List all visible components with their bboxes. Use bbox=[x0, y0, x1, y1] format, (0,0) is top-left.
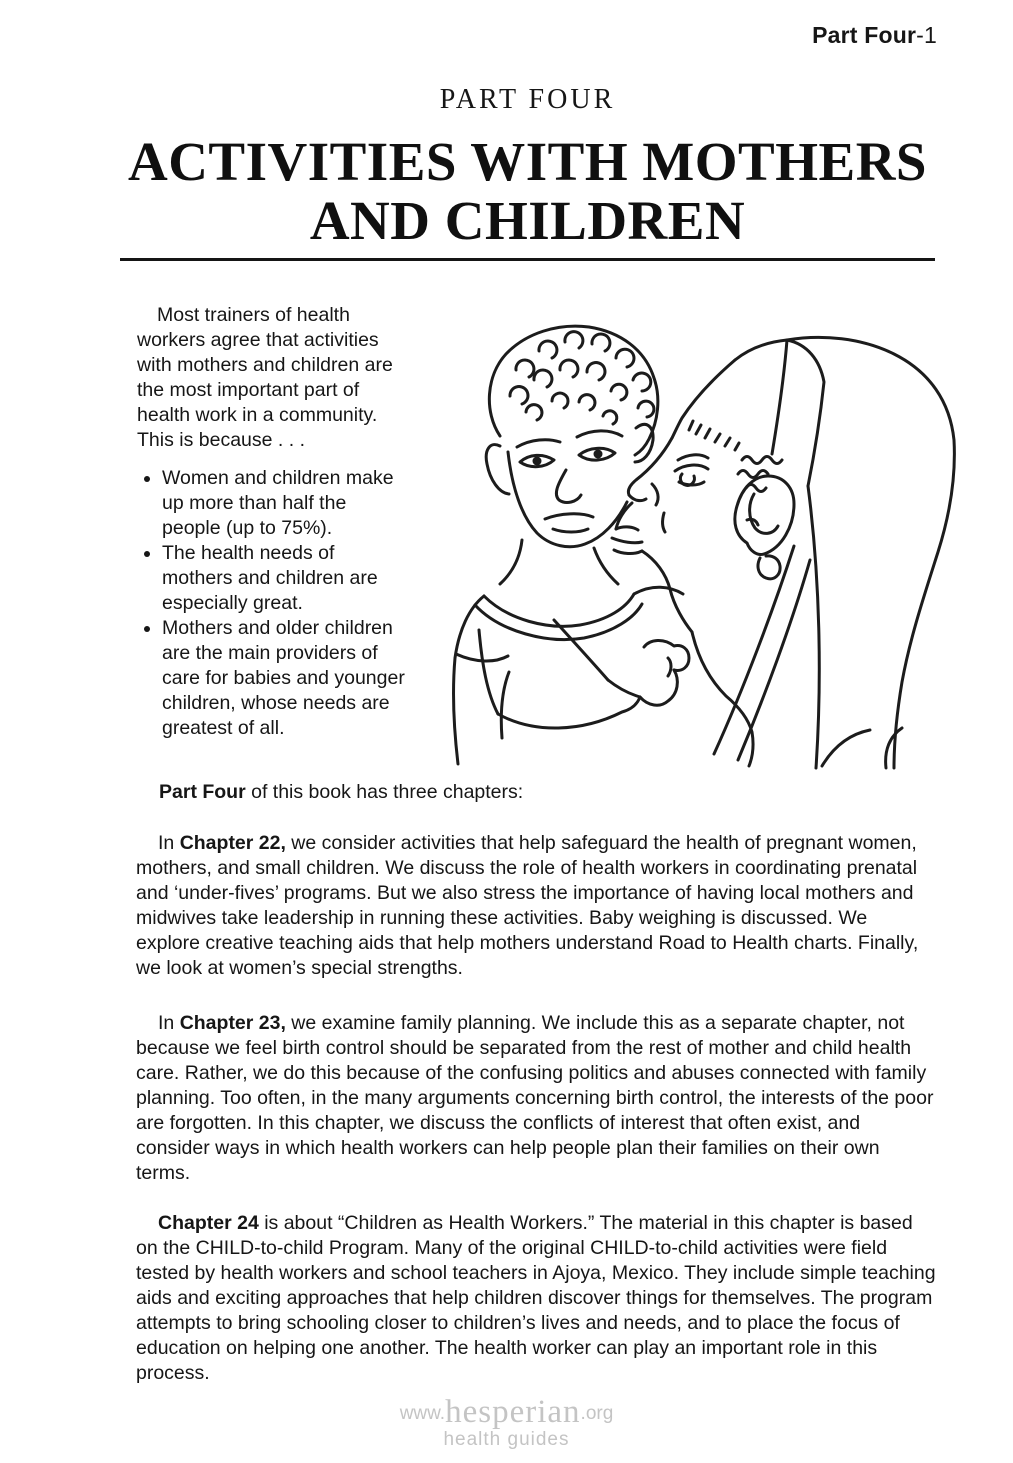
chapter-23-paragraph bbox=[136, 1011, 936, 1186]
list-item: • The health needs of mothers and children are especially great. bbox=[162, 541, 409, 616]
chapter-23-pre: In bbox=[158, 1012, 180, 1034]
page-header-number: -1 bbox=[916, 22, 937, 48]
chapter-23-text: we examine family planning. We include this as a separate chapter, not because we feel birth control should be separated from the rest of mother and child health care. Rather, we do this because of the confusing politics and abuses connected with family planning. Too often, in the many arguments concerning birth control, the interests of the poor are forgotten. In this chapter, we discuss the conflicts of interest that often exist, and consider ways in which health workers can help people plan their families on their own terms. bbox=[136, 1012, 934, 1184]
page-title bbox=[60, 132, 995, 250]
chapter-24-paragraph bbox=[136, 1211, 936, 1386]
chapter-22-pre: In bbox=[158, 832, 180, 854]
list-item: • Women and children make up more than half the people (up to 75%). bbox=[162, 466, 409, 541]
watermark-brand: hesperian bbox=[445, 1394, 581, 1430]
watermark-url bbox=[0, 1396, 1013, 1429]
hesperian-watermark bbox=[0, 1396, 1013, 1449]
watermark-www: www. bbox=[399, 1403, 446, 1424]
intro-column bbox=[137, 303, 409, 741]
chapter-22-bold: Chapter 22, bbox=[179, 832, 286, 854]
chapter-23-bold: Chapter 23, bbox=[179, 1012, 286, 1034]
chapter-24-text: is about “Children as Health Workers.” The material in this chapter is based on the CHILD-to-child Program. Many of the original CHILD-to-child activities were field tested by health workers and school teachers in Ajoya, Mexico. They include simple teaching aids and exciting approaches that help children discover things for themselves. The program attempts to bring schooling closer to children’s lives and needs, and to place the focus of education on helping one another. The health worker can play an important role in this process. bbox=[136, 1212, 936, 1384]
page-header-part: Part Four bbox=[812, 22, 917, 48]
watermark-org: .org bbox=[580, 1403, 614, 1424]
page-title-line2: AND CHILDREN bbox=[309, 190, 746, 251]
list-item: • Mothers and older children are the main providers of care for babies and younger children, whose needs are greatest of all. bbox=[162, 616, 409, 741]
part-kicker: PART FOUR bbox=[439, 84, 616, 115]
reasons-list bbox=[137, 466, 409, 741]
intro-paragraph: Most trainers of health workers agree that activities with mothers and children are the most important part of health work in a community. This is because . . . bbox=[137, 304, 393, 451]
part-four-bold: Part Four bbox=[159, 781, 246, 803]
watermark-tagline: health guides bbox=[443, 1429, 570, 1450]
mother-and-baby-illustration bbox=[442, 298, 960, 770]
chapter-24-bold: Chapter 24 bbox=[158, 1212, 259, 1234]
page-title-line1: ACTIVITIES WITH MOTHERS bbox=[127, 131, 928, 192]
page-header bbox=[812, 22, 937, 49]
chapter-22-paragraph bbox=[136, 831, 936, 981]
chapter-22-text: we consider activities that help safeguard the health of pregnant women, mothers, and small children. We discuss the role of health workers in coordinating prenatal and ‘under-fives’ programs. But we also stress the importance of having local mothers and midwives take leadership in running these activities. Baby weighing is discussed. We explore creative teaching aids that help mothers understand Road to Health charts. Finally, we look at women’s special strengths. bbox=[136, 832, 919, 979]
chapters-lead-paragraph bbox=[137, 780, 937, 805]
title-rule bbox=[120, 258, 935, 261]
chapters-lead-text: of this book has three chapters: bbox=[245, 781, 524, 803]
